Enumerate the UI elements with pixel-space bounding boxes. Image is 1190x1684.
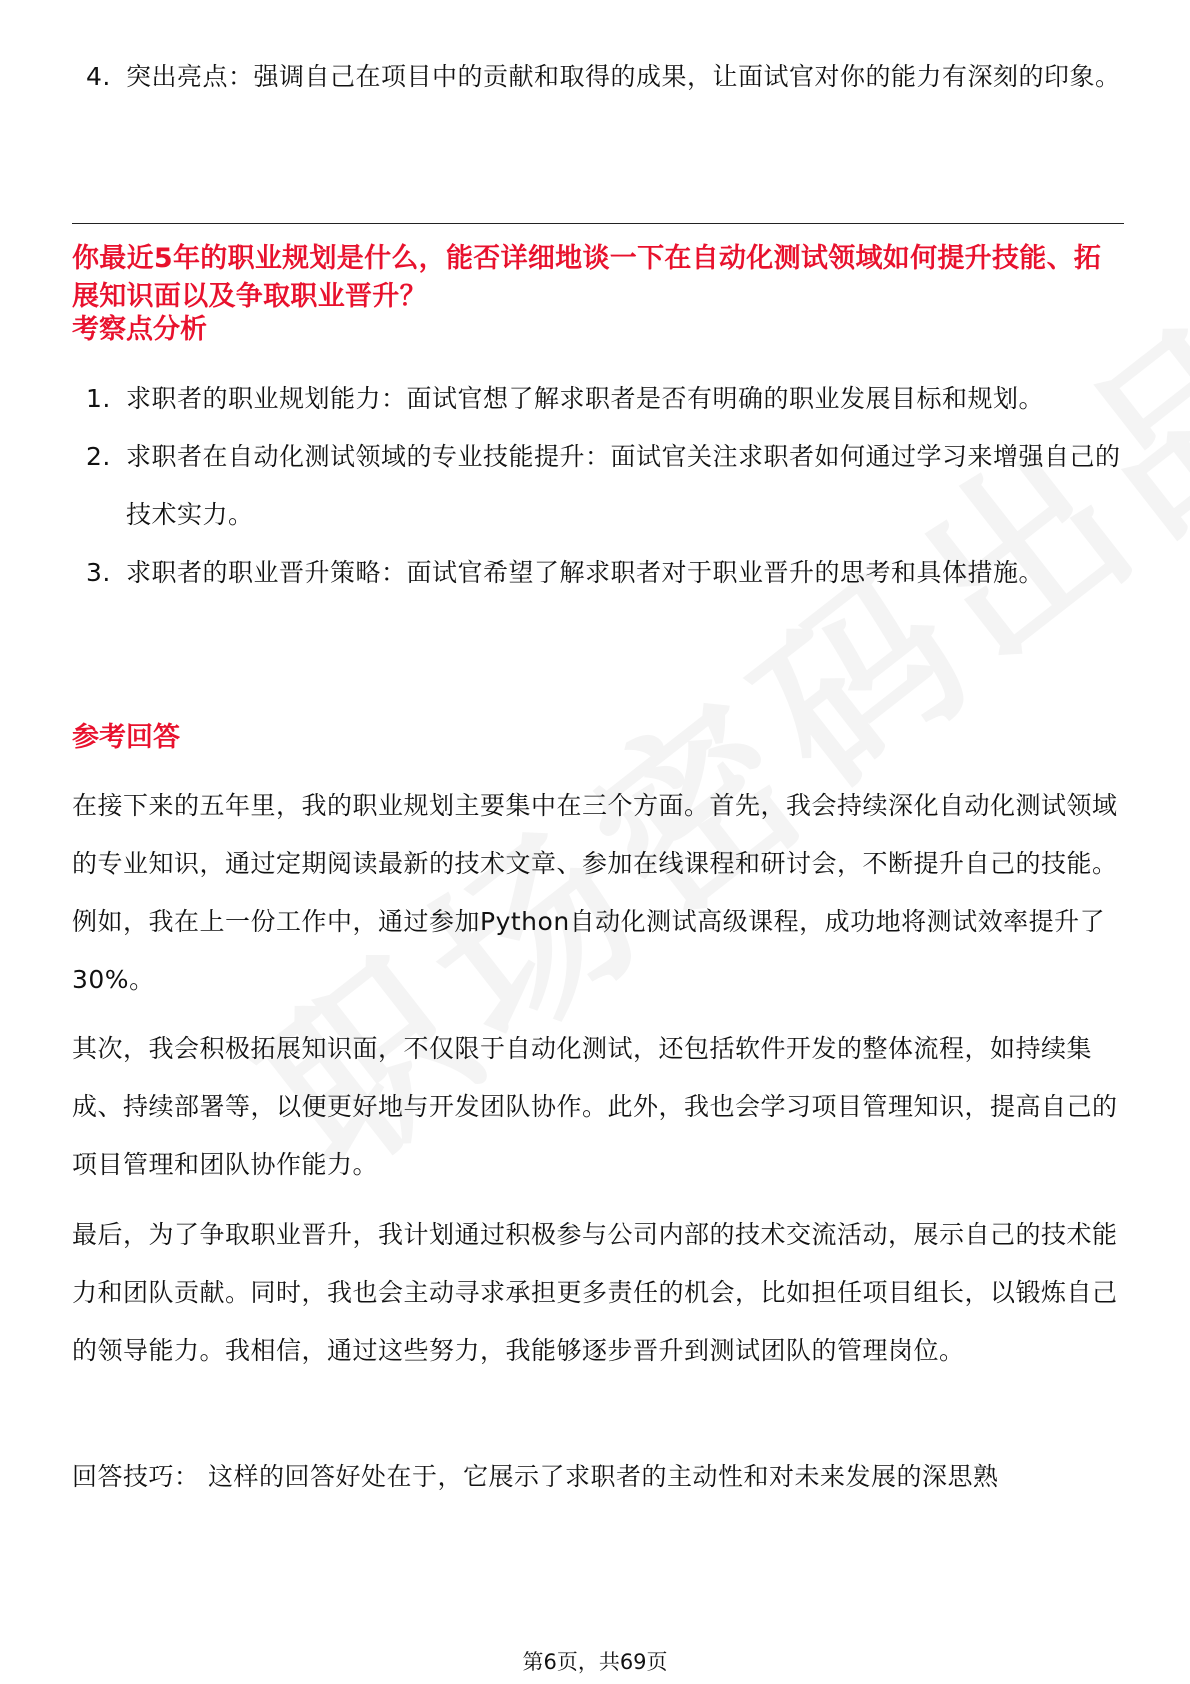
list-item-number: 1. [86,384,111,413]
answer-paragraph: 在接下来的五年里，我的职业规划主要集中在三个方面。首先，我会持续深化自动化测试领域的专业知识，通过定期阅读最新的技术文章、参加在线课程和研讨会，不断提升自己的技能。例如，我在上一份工作中，通过参加Python自动化测试高级课程，成功地将测试效率提升了30%。 [72,791,1118,994]
section-divider [72,223,1124,224]
answer-tips: 回答技巧： 这样的回答好处在于，它展示了求职者的主动性和对未来发展的深思熟 [72,1462,999,1491]
analysis-heading: 考察点分析 [72,314,207,345]
list-item [72,428,1122,544]
question-heading: 你最近5年的职业规划是什么，能否详细地谈一下在自动化测试领域如何提升技能、拓展知识面以及争取职业晋升？ [72,243,1102,312]
list-item-text: 求职者的职业晋升策略：面试官希望了解求职者对于职业晋升的思考和具体措施。 [126,558,1045,587]
list-item-number: 4. [86,62,111,91]
top-list [72,48,1122,106]
answer-paragraph: 其次，我会积极拓展知识面，不仅限于自动化测试，还包括软件开发的整体流程，如持续集成、持续部署等，以便更好地与开发团队协作。此外，我也会学习项目管理知识，提高自己的项目管理和团队协作能力。 [72,1034,1118,1179]
answer-heading: 参考回答 [72,722,180,753]
list-item [72,544,1122,602]
list-item-text: 求职者在自动化测试领域的专业技能提升：面试官关注求职者如何通过学习来增强自己的技术实力。 [126,442,1121,529]
analysis-list [72,370,1122,602]
list-item-number: 3. [86,558,111,587]
list-item [72,370,1122,428]
list-item-number: 2. [86,442,111,471]
list-item-text: 求职者的职业规划能力：面试官想了解求职者是否有明确的职业发展目标和规划。 [126,384,1045,413]
list-item-text: 突出亮点：强调自己在项目中的贡献和取得的成果，让面试官对你的能力有深刻的印象。 [126,62,1121,91]
page-number-footer: 第6页，共69页 [522,1650,668,1674]
list-item [72,48,1122,106]
answer-paragraph: 最后，为了争取职业晋升，我计划通过积极参与公司内部的技术交流活动，展示自己的技术能力和团队贡献。同时，我也会主动寻求承担更多责任的机会，比如担任项目组长，以锻炼自己的领导能力。我相信，通过这些努力，我能够逐步晋升到测试团队的管理岗位。 [72,1220,1118,1365]
